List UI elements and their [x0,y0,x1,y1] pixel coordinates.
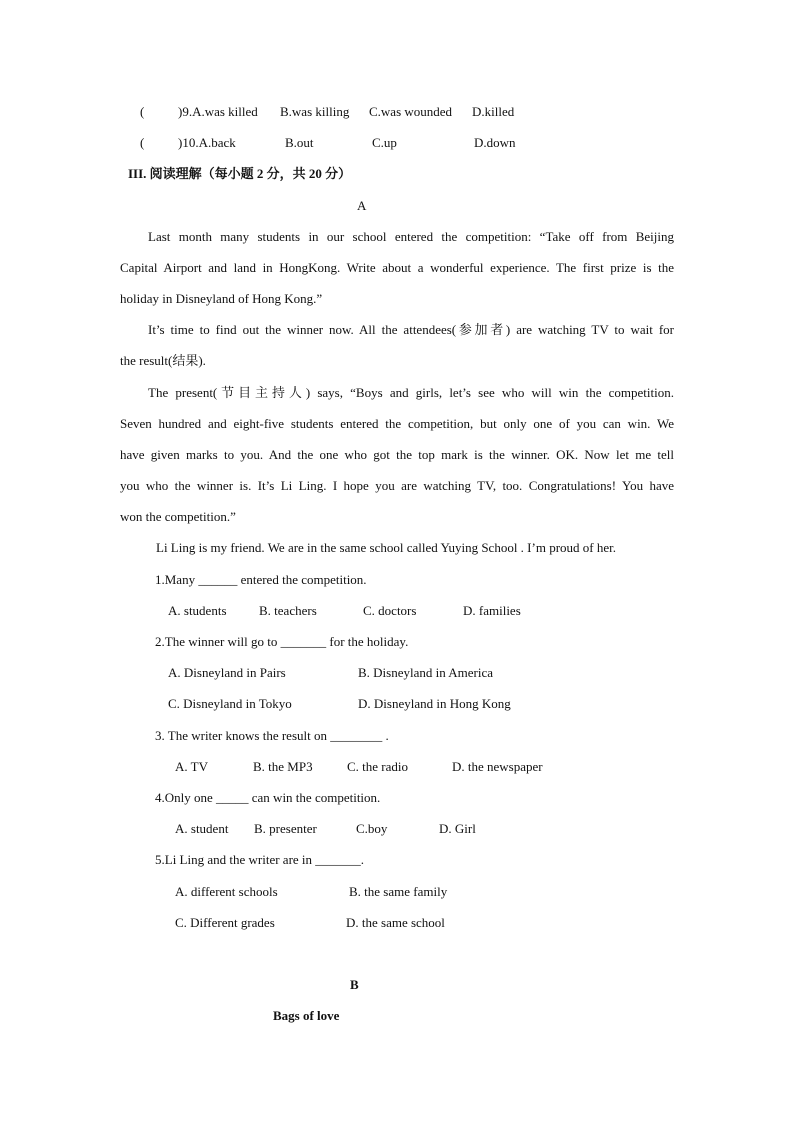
passage-a-label: A [357,198,367,213]
question-stem: 3. The writer knows the result on ________ . [155,728,389,743]
section-heading: III. 阅读理解（每小题 2 分，共 20 分） [128,166,352,181]
option-c: C.boy [356,821,388,836]
question-stem: 1.Many ______ entered the competition. [155,572,367,587]
q9-option-b: B.was killing [280,104,350,119]
q10-option-c: C.up [372,135,397,150]
question-stem: 4.Only one _____ can win the competition. [155,790,381,805]
passage-b-title: Bags of love [273,1008,340,1023]
q10-option-d: D.down [474,135,516,150]
passage-line: you who the winner is. It’s Li Ling. I hope you are watching TV, too. Congratulations! You have [120,478,674,493]
option-a: A. Disneyland in Pairs [168,665,286,680]
option-a: A. TV [175,759,208,774]
option-a: A. student [175,821,229,836]
question-stem: 5.Li Ling and the writer are in _______. [155,852,365,867]
passage-line: won the competition.” [120,509,236,524]
option-d: D. the same school [346,915,445,930]
option-c: C. the radio [347,759,409,774]
q9-option-a: )9.A.was killed [178,104,258,119]
option-b: B. Disneyland in America [358,665,494,680]
passage-line: have given marks to you. And the one who got the top mark is the winner. OK. Now let me tell [120,447,674,462]
passage-line: holiday in Disneyland of Hong Kong.” [120,291,323,306]
option-d: D. Disneyland in Hong Kong [358,696,511,711]
passage-line: It’s time to find out the winner now. All the attendees(参加者) are watching TV to wait for [148,322,674,337]
q10-option-a: )10.A.back [178,135,236,150]
q10-option-b: B.out [285,135,314,150]
option-d: D. families [463,603,521,618]
option-c: C. doctors [363,603,417,618]
q10-paren: ( [140,135,145,150]
option-d: D. the newspaper [452,759,543,774]
passage-line: Li Ling is my friend. We are in the same school called Yuying School . I’m proud of her. [156,540,616,555]
option-a: A. students [168,603,227,618]
passage-line: the result(结果). [120,353,206,368]
option-b: B. presenter [254,821,317,836]
option-a: A. different schools [175,884,278,899]
q9-option-d: D.killed [472,104,515,119]
option-b: B. the MP3 [253,759,313,774]
passage-line: The present(节目主持人) says, “Boys and girls, let’s see who will win the competition. [148,385,674,400]
passage-line: Seven hundred and eight-five students entered the competition, but only one of you can win. We [120,416,674,431]
passage-line: Capital Airport and land in HongKong. Write about a wonderful experience. The first prize is the [120,260,674,275]
q9-paren: ( [140,104,145,119]
option-c: C. Different grades [175,915,275,930]
option-c: C. Disneyland in Tokyo [168,696,292,711]
passage-line: Last month many students in our school entered the competition: “Take off from Beijing [148,229,674,244]
option-b: B. teachers [259,603,317,618]
option-d: D. Girl [439,821,476,836]
passage-b-label: B [350,977,359,992]
option-b: B. the same family [349,884,448,899]
question-stem: 2.The winner will go to _______ for the holiday. [155,634,409,649]
q9-option-c: C.was wounded [369,104,453,119]
